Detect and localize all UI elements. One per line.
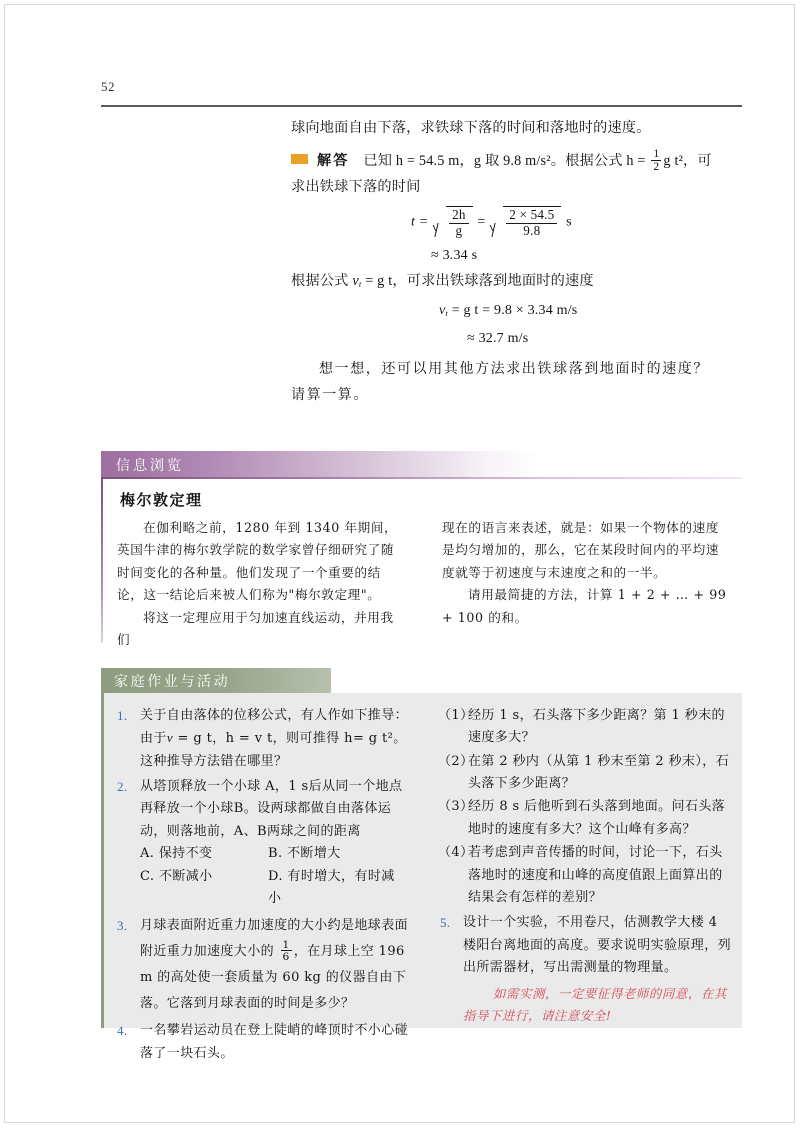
radical2-denominator: 9.8 (506, 223, 557, 239)
homework-section-title: 家庭作业与活动 (114, 674, 231, 690)
equation-t-unit: s (566, 214, 572, 230)
orange-square-icon (291, 154, 308, 164)
homework-item-3 (115, 913, 412, 1017)
info-section-header (101, 451, 541, 477)
homework-columns (115, 705, 735, 1068)
half-denominator: 2 (653, 160, 660, 174)
info-section-left-rule (101, 477, 103, 643)
info-right-column (442, 517, 729, 651)
homework-safety-note-line-1: 如需实测，一定要征得老师的同意，在其 (493, 986, 727, 1002)
homework-section-header (101, 668, 331, 693)
equation-t-lhs: t = (411, 214, 429, 230)
equation-t-result: ≈ 3.34 s (431, 247, 478, 263)
homework-item-1-text-b: = g t，h = v t，则可推得 h= g t²。这种推导方法错在哪里？ (140, 731, 407, 769)
homework-sub-list (438, 705, 735, 909)
solution-text-2: g t²，可 (663, 152, 712, 169)
radical1-numerator: 2h (452, 207, 466, 223)
info-section-title: 信息浏览 (116, 458, 184, 474)
homework-item-3-number: 3. (117, 918, 128, 934)
velocity-line-prefix: 根据公式 (291, 272, 353, 289)
homework-right-column (438, 705, 735, 1068)
half-numerator: 1 (653, 147, 660, 160)
homework-sub-item-3 (438, 796, 735, 841)
info-section-heading: 梅尔敦定理 (120, 491, 203, 509)
one-sixth-denominator: 6 (282, 950, 290, 964)
equation-v-rhs: = g t = 9.8 × 3.34 m/s (448, 302, 578, 318)
homework-item-5 (438, 912, 735, 1026)
equation-t-equals: = (477, 214, 486, 230)
homework-item-4-text: 一名攀岩运动员在登上陡峭的峰顶时不小心碰落了一块石头。 (140, 1023, 409, 1061)
velocity-subscript: t (358, 278, 362, 289)
homework-sub-item-1-text: 经历 1 s，石头落下多少距离？第 1 秒末的速度多大？ (468, 708, 725, 746)
homework-item-3-text-b: ，在月球上空 196 m 的高处使一套质量为 60 kg 的仪器自由下落。它落到月球表面的时间是多少？ (140, 944, 407, 1012)
equation-t (291, 206, 731, 238)
homework-item-5-number: 5. (440, 915, 451, 931)
homework-sub-item-4 (438, 842, 735, 909)
homework-sub-item-2-text: 在第 2 秒内（从第 1 秒末至第 2 秒末），石头落下多少距离？ (468, 753, 730, 792)
lesson-intro-line: 球向地面自由下落，求铁球下落的时间和落地时的速度。 (291, 120, 651, 136)
homework-item-2-option-a: A. 保持不变 (140, 846, 213, 862)
homework-sub-item-1 (438, 705, 735, 750)
homework-item-2-option-c: C. 不断减小 (140, 868, 213, 884)
solution-text-1: 已知 h = 54.5 m，g 取 9.8 m/s²。根据公式 h = (363, 152, 650, 169)
info-section-columns (117, 517, 729, 651)
one-sixth-fraction (281, 939, 292, 962)
radical2-numerator: 2 × 54.5 (509, 207, 555, 223)
homework-item-2-option-b: B. 不断增大 (268, 846, 341, 862)
half-fraction (651, 148, 661, 173)
velocity-symbol: v (352, 272, 359, 289)
header-rule (101, 105, 742, 107)
homework-subquestions (438, 705, 735, 909)
info-left-paragraph-1: 在伽利略之前，1280 年到 1340 年期间，英国牛津的梅尔敦学院的数学家曾仔细研究了随时间变化的各种量。他们发现了一个重要的结论，这一结论后来被人们称为"梅尔敦定理"。 (117, 520, 398, 603)
radical-2h-over-g (433, 206, 473, 238)
info-section-underline (101, 477, 742, 479)
homework-item-5-text: 设计一个实验，不用卷尺，估测教学大楼 4 楼阳台离地面的高度。要求说明实验原理，列出所需器材，写出需测量的物理量。 (463, 915, 732, 975)
homework-sub-item-1-number: （1） (438, 708, 474, 723)
homework-item-4-number: 4. (117, 1023, 128, 1039)
homework-sub-item-3-number: （3） (438, 799, 474, 815)
info-left-column (117, 517, 404, 651)
think-line-2: 请算一算。 (291, 386, 369, 403)
homework-item-1-number: 1. (117, 708, 128, 723)
radical-2x545-over-98 (490, 206, 561, 238)
one-sixth-numerator: 1 (282, 938, 290, 952)
equation-v (291, 300, 731, 323)
homework-sub-item-2-number: （2） (438, 753, 474, 769)
solution-block (291, 149, 731, 174)
velocity-line-suffix: = g t，可求出铁球落到地面时的速度 (361, 272, 594, 289)
equation-v-result: ≈ 32.7 m/s (467, 331, 529, 347)
info-right-paragraph-2: 请用最简捷的方法，计算 1 + 2 + … + 99 + 100 的和。 (442, 587, 727, 625)
page-number: 52 (101, 79, 115, 94)
equation-v-symbol: v (439, 302, 446, 318)
equation-v-subscript: t (445, 307, 449, 318)
homework-item-2-text: 从塔顶释放一个小球 A，1 s后从同一个地点再释放一个小球B。设两球都做自由落体运动，则落地前，A、B两球之间的距离 (140, 779, 403, 839)
homework-question-list-right (438, 705, 735, 1027)
info-section-body (117, 489, 729, 651)
info-right-paragraph-1: 现在的语言来表述，就是：如果一个物体的速度是均匀增加的，那么，它在某段时间内的平均速度就等于初速度与末速度之和的一半。 (442, 520, 720, 580)
homework-item-2-number: 2. (117, 779, 128, 795)
homework-sub-item-3-text: 经历 8 s 后他听到石头落到地面。问石头落地时的速度有多大？这个山峰有多高？ (468, 799, 726, 837)
homework-sub-item-4-number: （4） (438, 845, 474, 861)
homework-safety-note (463, 983, 735, 1026)
think-about-it (291, 357, 731, 409)
homework-item-1 (115, 705, 412, 773)
homework-sub-item-4-text: 若考虑到声音传播的时间，讨论一下，石头落地时的速度和山峰的高度值跟上面算出的结果会有怎样的差别？ (468, 845, 723, 905)
homework-safety-note-line-2: 指导下进行，请注意安全! (463, 1008, 612, 1024)
homework-left-column (115, 705, 412, 1068)
homework-item-2-options-row-1 (140, 843, 412, 865)
homework-item-1-text-a: 关于自由落体的位移公式，有人作如下推导：由于 (140, 708, 409, 747)
homework-item-4 (115, 1020, 412, 1065)
homework-question-list-left (115, 705, 412, 1065)
page-frame (4, 4, 795, 1123)
solution-text-3: 求出铁球下落的时间 (291, 179, 421, 196)
think-line-1: 想一想，还可以用其他方法求出铁球落到地面时的速度？ (319, 361, 709, 377)
homework-item-3-text-a: 月球表面附近重力加速度的大小约是地球表面附近重力加速度大小的 (140, 918, 409, 960)
solution-label: 解答 (317, 152, 350, 169)
homework-item-2-options-row-2 (140, 866, 412, 911)
homework-sub-item-2 (438, 751, 735, 796)
lesson-body (291, 117, 731, 353)
velocity-formula-line (291, 270, 731, 293)
homework-item-2-option-d: D. 有时增大，有时减小 (268, 868, 395, 906)
homework-item-2 (115, 776, 412, 910)
page-inner (5, 5, 796, 1124)
radical1-denominator: g (449, 223, 469, 239)
info-left-paragraph-2: 将这一定理应用于匀加速直线运动，并用我们 (117, 609, 394, 648)
homework-item-1-var-v: v (166, 730, 173, 746)
